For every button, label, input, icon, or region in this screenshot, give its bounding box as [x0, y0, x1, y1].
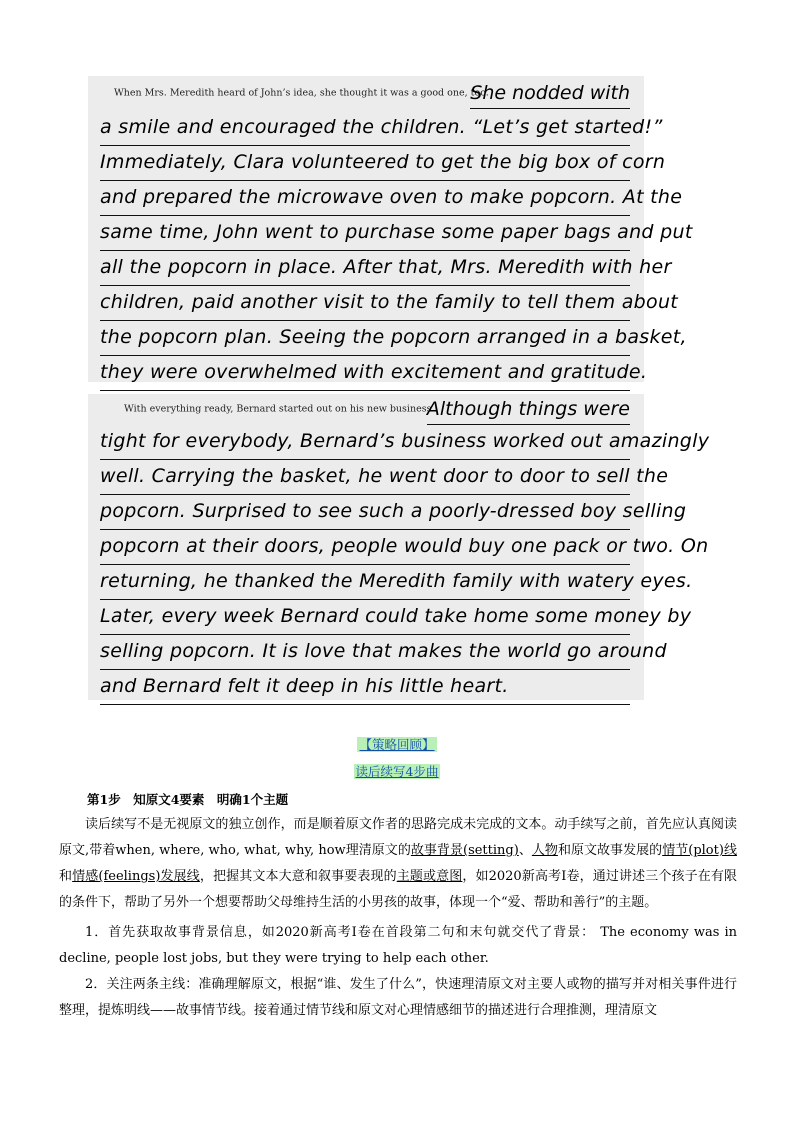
handwritten-line: selling popcorn. It is love that makes the world go around [100, 634, 630, 670]
handwriting-block-2 [88, 394, 710, 700]
handwritten-line: the popcorn plan. Seeing the popcorn arranged in a basket, [100, 320, 630, 356]
underlined-term: 人物 [531, 843, 558, 858]
paragraph-point-2: 2．关注两条主线：准确理解原文，根据“谁、发生了什么”，快速理清原文对主要人或物的描写并对相关事件进行整理，提炼明线——故事情节线。接着通过情节线和原文对心理情感细节的描述进行合理推测，理清原文 [59, 977, 737, 1018]
printed-prompt: With everything ready, Bernard started out on his new business. [124, 403, 435, 415]
text-run: 、 [518, 843, 532, 858]
handwritten-line: Immediately, Clara volunteered to get the big box of corn [100, 145, 630, 181]
handwritten-line: children, paid another visit to the family to tell them about [100, 285, 630, 321]
section-subtitle-text: 读后续写4步曲 [355, 764, 439, 779]
section-title [0, 735, 794, 753]
paragraph-point-1: 1．首先获取故事背景信息，如2020新高考Ⅰ卷在首段第二句和末句就交代了背景： The economy was in decline, people lost jobs, but they were trying to help each other. [59, 925, 737, 966]
handwritten-line: tight for everybody, Bernard’s business worked out amazingly [100, 424, 630, 460]
handwritten-line: they were overwhelmed with excitement and gratitude. [100, 355, 630, 391]
handwritten-start: Although things were [427, 394, 630, 425]
section-title-text: 【策略回顾】 [359, 737, 435, 752]
handwritten-start: She nodded with [470, 78, 630, 109]
prompt-line [124, 394, 630, 424]
text-run: ，如2020新高考Ⅰ卷，通过讲述三个孩子在有限的条件下，帮助了另外一个想要帮助父母维持生活的小男孩的故事，体现一个“爱、帮助和善行”的主题。 [59, 869, 737, 910]
handwritten-line: and prepared the microwave oven to make popcorn. At the [100, 180, 630, 216]
text-run: 和原文故事发展的 [557, 843, 663, 858]
step-heading: 第1步 知原文4要素 明确1个主题 [87, 792, 289, 807]
section-subtitle [0, 762, 794, 780]
handwritten-line: all the popcorn in place. After that, Mrs. Meredith with her [100, 250, 630, 286]
text-run: 读后续写不是无视原文的独立创作，而是顺着原文作者的思路完成未完成的文本。动手续写之前，首先应认真阅读原文,带着when, where, who, what, why, how理清原文的 [59, 817, 737, 858]
prompt-line [114, 78, 630, 108]
handwritten-line: popcorn. Surprised to see such a poorly-dressed boy selling [100, 494, 630, 530]
underlined-term: 情节(plot)线 [662, 843, 737, 858]
underlined-term: 情感(feelings)发展线 [72, 869, 200, 884]
text-run: ，把握其文本大意和叙事要表现的 [199, 869, 397, 884]
handwritten-line: popcorn at their doors, people would buy one pack or two. On [100, 529, 630, 565]
underlined-term: 故事背景(setting) [410, 843, 519, 858]
handwriting-block-1 [88, 76, 693, 383]
text-run: 和 [59, 869, 73, 884]
handwritten-line: a smile and encouraged the children. “Let’s get started!” [100, 110, 630, 146]
paragraph-intro [59, 812, 737, 916]
handwritten-line: same time, John went to purchase some paper bags and put [100, 215, 630, 251]
handwritten-line: and Bernard felt it deep in his little heart. [100, 669, 630, 705]
handwritten-line: Later, every week Bernard could take home some money by [100, 599, 630, 635]
handwritten-line: well. Carrying the basket, he went door to door to sell the [100, 459, 630, 495]
underlined-term: 主题或意图 [396, 869, 463, 884]
printed-prompt: When Mrs. Meredith heard of John’s idea, she thought it was a good one, too. [114, 87, 489, 99]
handwritten-line: returning, he thanked the Meredith family with watery eyes. [100, 564, 630, 600]
